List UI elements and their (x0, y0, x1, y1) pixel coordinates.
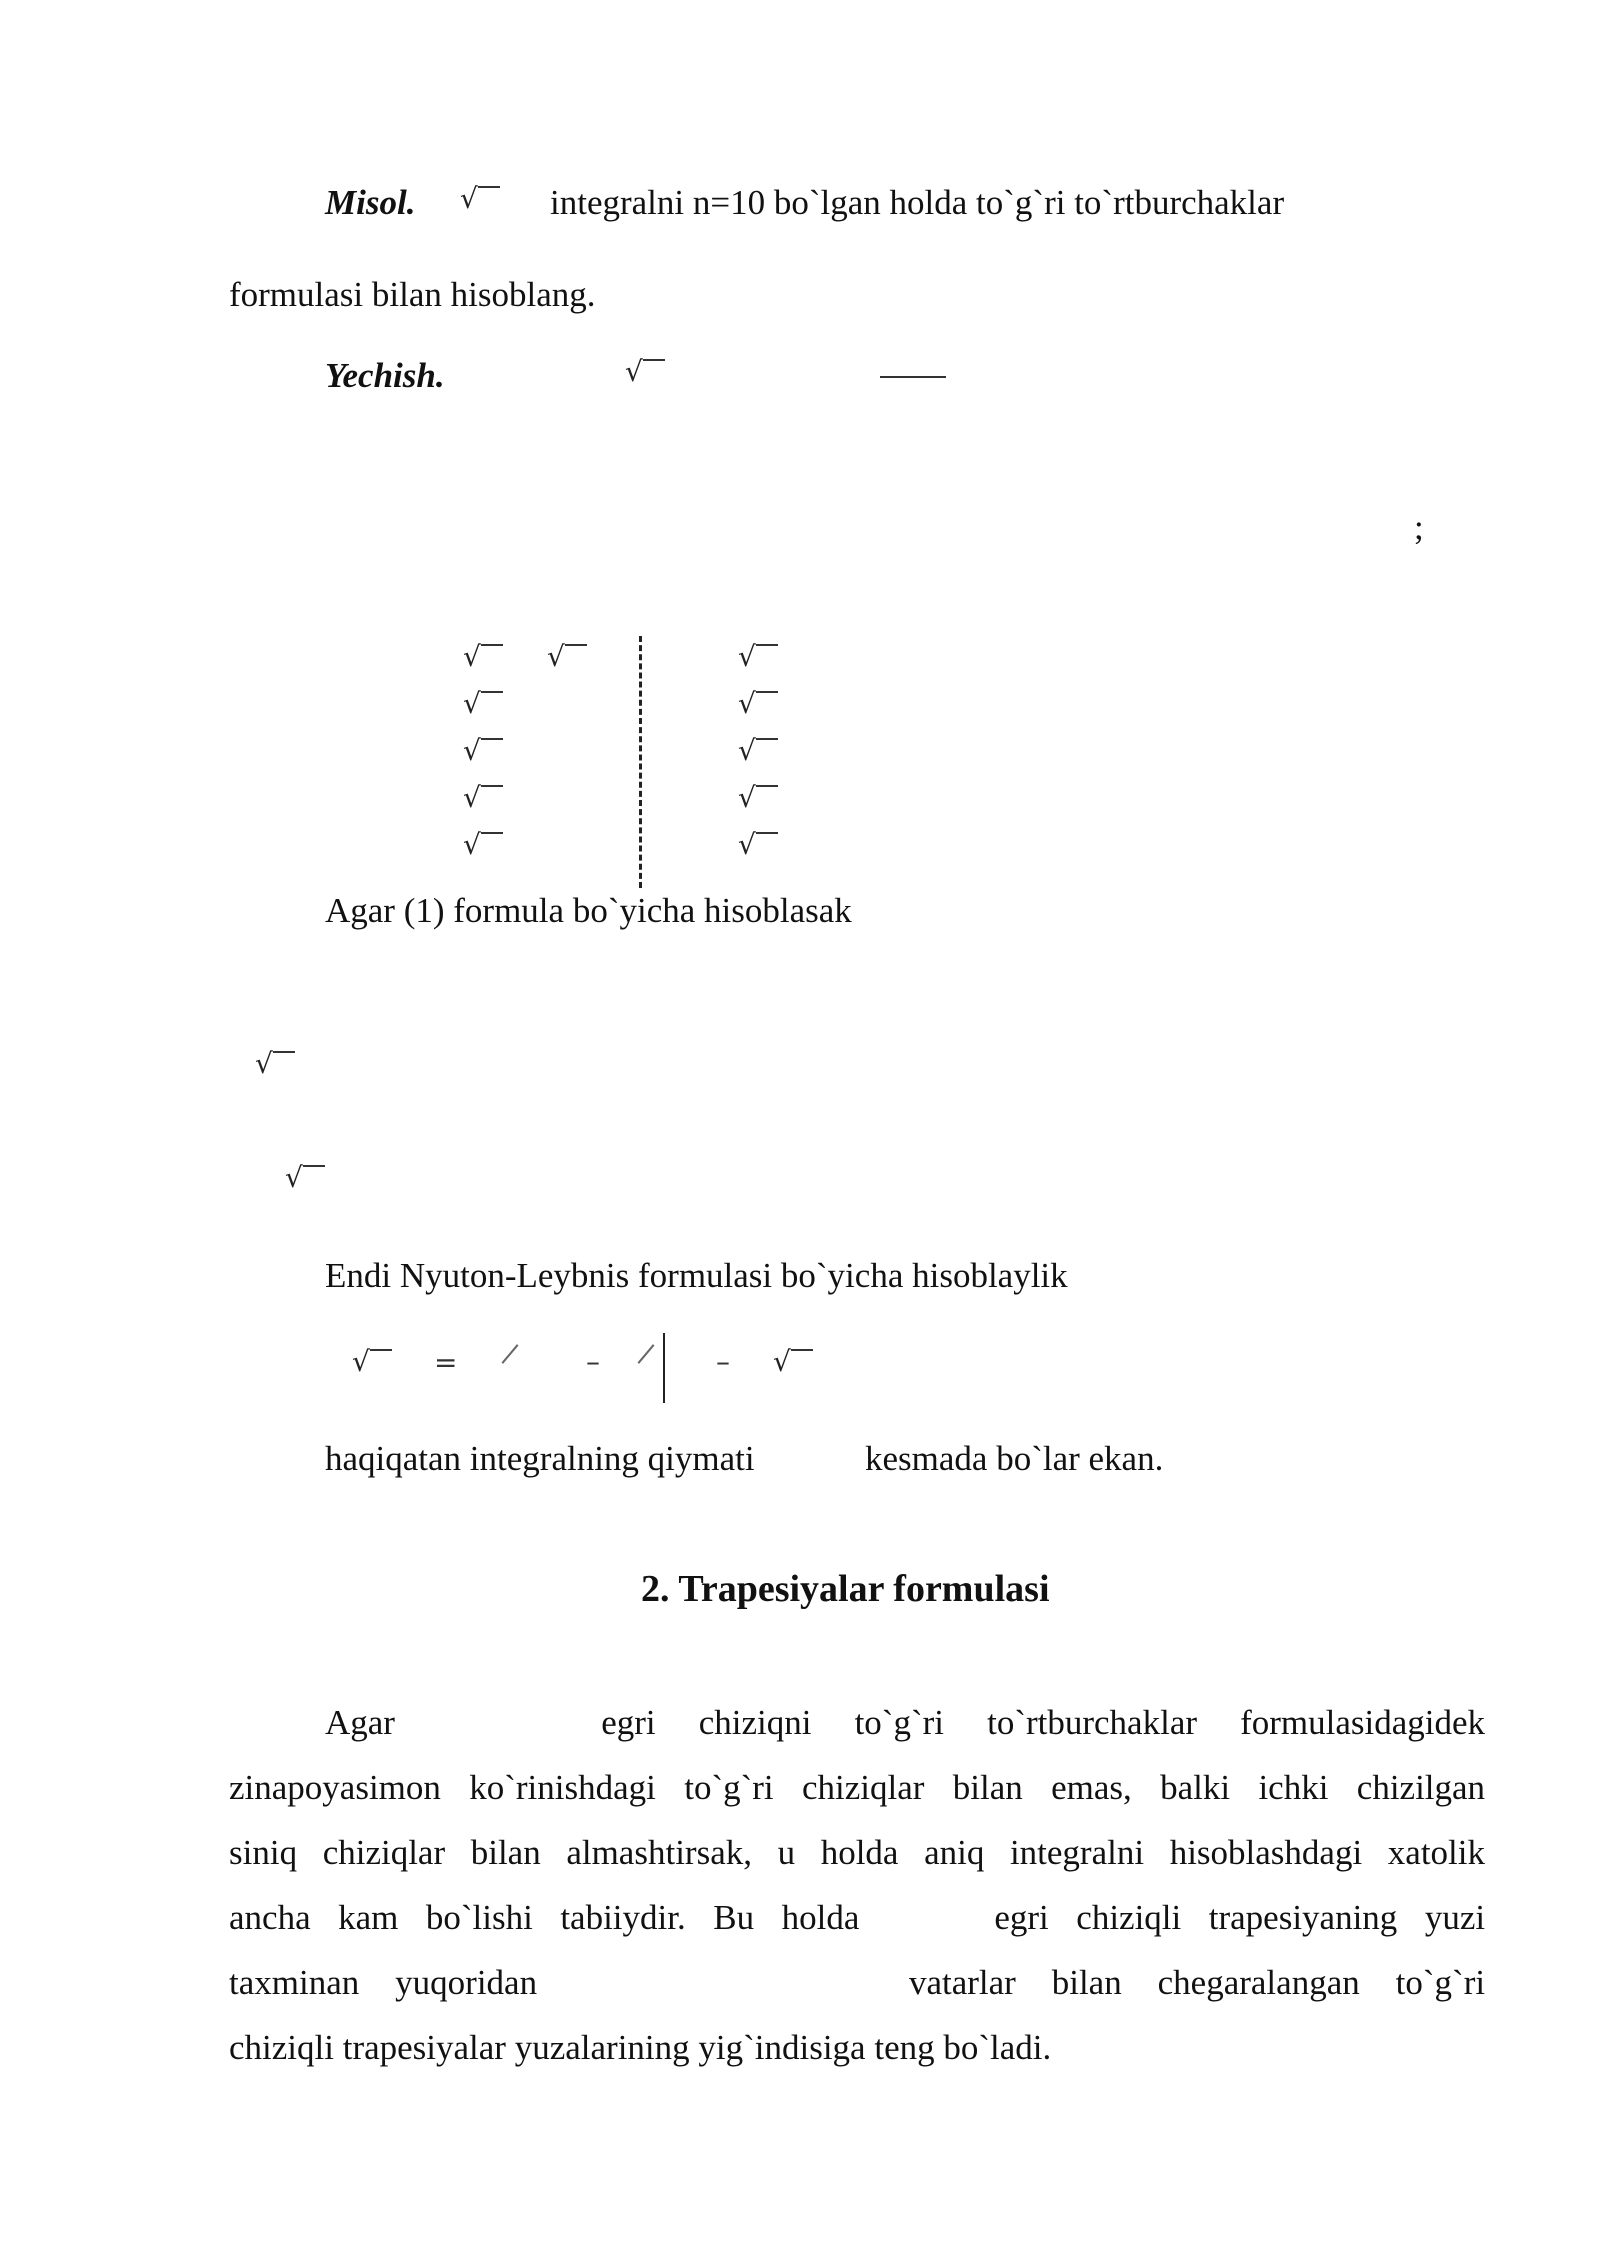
word: to`g`ri (1395, 1963, 1486, 2002)
word: to`g`ri (854, 1703, 944, 1742)
word: chiziqni (698, 1703, 812, 1742)
fraction-slash (638, 1344, 655, 1364)
word: chizilgan (1356, 1768, 1486, 1807)
equals-sign: = (434, 1346, 458, 1379)
word: balki (1160, 1768, 1231, 1807)
word: chegaralangan (1157, 1963, 1360, 2002)
haqiqatan-part2: kesmada bo`lar ekan. (865, 1439, 1164, 1478)
word: yuqoridan (395, 1963, 538, 2002)
sqrt-symbol: √ (285, 1161, 303, 1194)
sqrt-symbol: √ (738, 640, 756, 673)
paragraph-line (229, 1961, 1485, 2005)
word: holda (820, 1833, 899, 1872)
sqrt-symbol: √ (547, 640, 565, 673)
word: formulasidagidek (1240, 1703, 1486, 1742)
section-title: 2. Trapesiyalar formulasi (641, 1568, 1050, 1610)
word: tabiiydir. (560, 1898, 686, 1937)
sqrt-symbol: √ (460, 182, 478, 215)
word: u (777, 1833, 796, 1872)
sqrt-symbol: √ (738, 734, 756, 767)
paragraph-line (229, 1896, 1485, 1940)
word: to`g`ri (684, 1768, 774, 1807)
word: chiziqlar (802, 1768, 925, 1807)
word: aniq (924, 1833, 985, 1872)
example-text-line1: integralni n=10 bo`lgan holda to`g`ri to`rtburchaklar (550, 183, 1285, 222)
word: vatarlar (908, 1963, 1016, 2002)
word: chiziqlar (322, 1833, 446, 1872)
sqrt-symbol: √ (773, 1345, 791, 1378)
sqrt-symbol: √ (463, 828, 481, 861)
word: yuzi (1424, 1898, 1486, 1937)
sqrt-symbol: √ (625, 355, 643, 388)
evaluation-bar (663, 1333, 665, 1403)
paragraph-line (229, 1766, 1485, 1810)
solution-label: Yechish. (325, 356, 445, 395)
paragraph-line (325, 1701, 1485, 1745)
sqrt-symbol: √ (738, 828, 756, 861)
sqrt-symbol: √ (463, 640, 481, 673)
example-label: Misol. (325, 183, 416, 222)
haqiqatan-part1: haqiqatan integralning qiymati (325, 1439, 755, 1478)
sqrt-symbol: √ (255, 1047, 273, 1080)
word: bilan (470, 1833, 541, 1872)
word: almashtirsak, (566, 1833, 752, 1872)
word: chiziqli (1076, 1898, 1182, 1937)
word: bo`lishi (425, 1898, 533, 1937)
sqrt-symbol: √ (463, 734, 481, 767)
fraction-bar (880, 376, 946, 378)
paragraph-line (229, 1831, 1485, 1875)
example-text-line2: formulasi bilan hisoblang. (229, 275, 596, 314)
word: Bu (713, 1898, 755, 1937)
word: kam (338, 1898, 399, 1937)
minus-sign: – (586, 1345, 600, 1378)
sqrt-symbol: √ (738, 687, 756, 720)
word: taxminan (229, 1963, 360, 2002)
word: Agar (325, 1703, 395, 1742)
table-divider (639, 636, 642, 888)
paragraph-last-line: chiziqli trapesiyalar yuzalarining yig`indisiga teng bo`ladi. (229, 2028, 1052, 2067)
word: trapesiyaning (1208, 1898, 1398, 1937)
word: to`rtburchaklar (987, 1703, 1198, 1742)
word: siniq (229, 1833, 298, 1872)
word: integralni (1009, 1833, 1145, 1872)
minus-sign: – (716, 1345, 730, 1378)
word: egri (601, 1703, 656, 1742)
word: emas, (1051, 1768, 1132, 1807)
word: ko`rinishdagi (469, 1768, 656, 1807)
sqrt-symbol: √ (738, 781, 756, 814)
word: xatolik (1387, 1833, 1485, 1872)
word: ichki (1258, 1768, 1329, 1807)
word: bilan (952, 1768, 1023, 1807)
newton-leibniz-line: Endi Nyuton-Leybnis formulasi bo`yicha hisoblaylik (325, 1256, 1068, 1295)
sqrt-symbol: √ (352, 1345, 370, 1378)
word: zinapoyasimon (229, 1768, 441, 1807)
word: hisoblashdagi (1169, 1833, 1363, 1872)
word: holda (781, 1898, 860, 1937)
agar-line: Agar (1) formula bo`yicha hisoblasak (325, 891, 852, 930)
word: ancha (229, 1898, 311, 1937)
semicolon: ; (1414, 508, 1424, 547)
sqrt-symbol: √ (463, 687, 481, 720)
word: bilan (1051, 1963, 1122, 2002)
fraction-slash (502, 1344, 519, 1364)
sqrt-symbol: √ (463, 781, 481, 814)
word: egri (994, 1898, 1049, 1937)
